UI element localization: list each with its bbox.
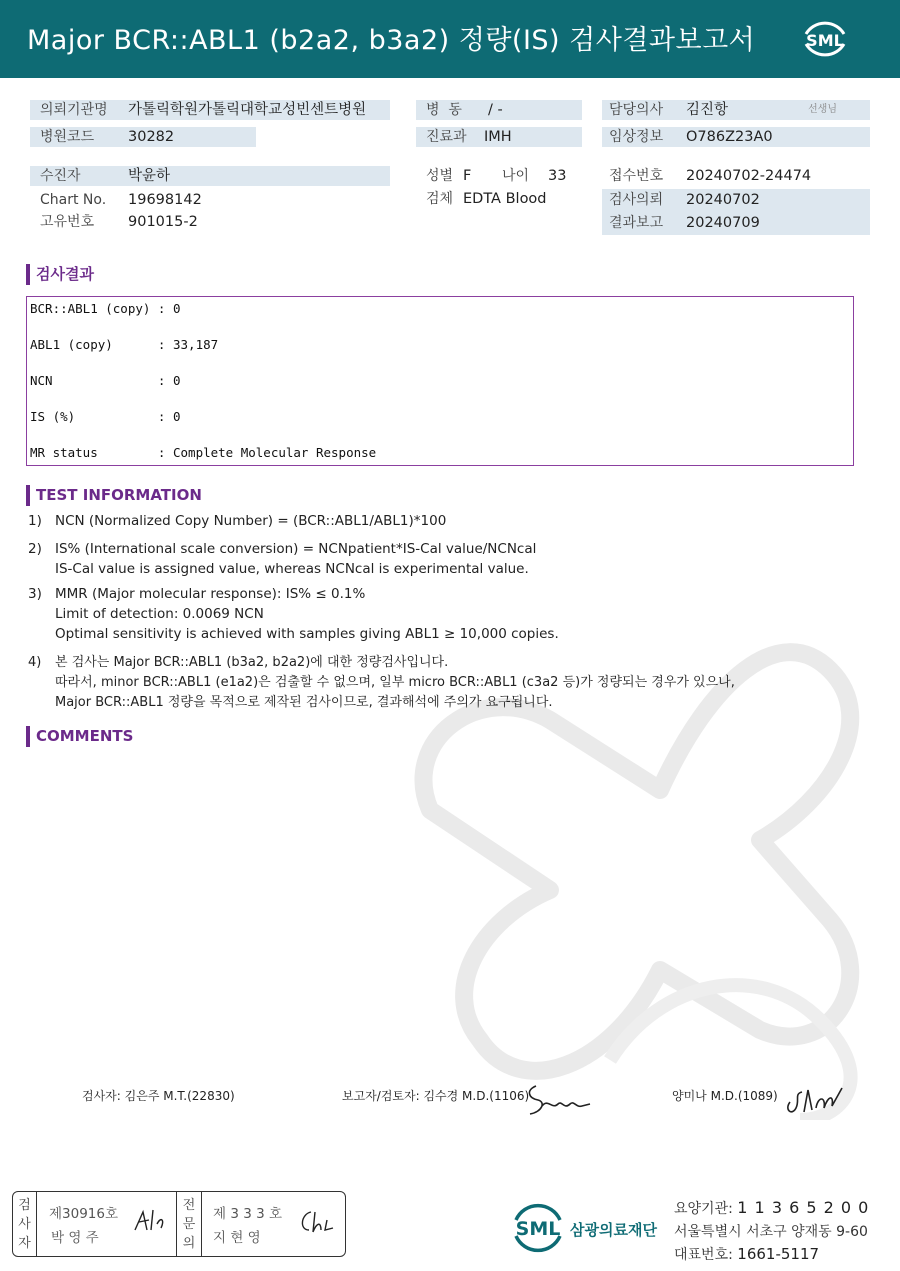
- item-number: 2): [28, 541, 42, 557]
- clinical-row: [602, 127, 870, 147]
- footer-phone-label: 대표번호:: [674, 1247, 733, 1263]
- reporter-signature-mark: [522, 1080, 594, 1120]
- reporter-signature-label: 보고자/검토자: 김수경 M.D.(1106): [342, 1089, 530, 1103]
- hospital-code-row: [30, 127, 256, 147]
- result-line-ncn: NCN : 0: [30, 373, 181, 388]
- stamp-left-label: 검사자: [13, 1192, 37, 1256]
- request-label: 검사의뢰: [609, 192, 664, 208]
- request-value: 20240702: [686, 192, 760, 208]
- report-title: Major BCR::ABL1 (b2a2, b3a2) 정량(IS) 검사결과보고서: [27, 25, 756, 56]
- footer-address: 서울특별시 서초구 양재동 9-60: [674, 1224, 868, 1240]
- institution-row: [30, 100, 390, 120]
- department-label: 진료과: [426, 129, 467, 145]
- item-line: 따라서, minor BCR::ABL1 (e1a2)은 검출할 수 없으며, 일부 micro BCR::ABL1 (c3a2 등)가 정량되는 경우가 있으나,: [55, 675, 735, 690]
- report-row: [602, 212, 870, 235]
- item-number: 1): [28, 513, 42, 529]
- receipt-label: 접수번호: [609, 168, 664, 184]
- footer-code-row: [674, 1198, 869, 1218]
- sex-value: F: [463, 168, 472, 184]
- stamp-right-no: 제 3 3 3 호: [213, 1206, 283, 1222]
- age-value: 33: [548, 168, 567, 184]
- report-label: 결과보고: [609, 215, 664, 231]
- footer-phone-row: [674, 1244, 819, 1264]
- id-row: [30, 212, 390, 232]
- request-row: [602, 189, 870, 212]
- hospital-code-value: 30282: [128, 129, 175, 145]
- sex-age-row: [416, 166, 586, 186]
- ward-label: 병 동: [426, 102, 462, 118]
- chart-row: [30, 190, 390, 210]
- tester-signature-label: 검사자: 김은주 M.T.(22830): [82, 1089, 235, 1103]
- hospital-code-label: 병원코드: [40, 129, 95, 145]
- item-line: Major BCR::ABL1 정량을 목적으로 제작된 검사이므로, 결과해석에 주의가 요구됩니다.: [55, 695, 553, 710]
- institution-label: 의뢰기관명: [40, 102, 108, 118]
- age-label: 나이: [502, 168, 530, 184]
- item-line: NCN (Normalized Copy Number) = (BCR::ABL1/ABL1)*100: [55, 513, 447, 529]
- ward-value: / -: [488, 102, 503, 118]
- id-value: 901015-2: [128, 214, 198, 230]
- item-line: IS% (International scale conversion) = NCNpatient*IS-Cal value/NCNcal: [55, 541, 537, 557]
- results-section-title: 검사결과: [26, 264, 94, 285]
- department-row: [416, 127, 582, 147]
- report-header: [0, 0, 900, 78]
- stamp-right-signature-mark: [297, 1208, 337, 1236]
- result-line-is: IS (%) : 0: [30, 409, 181, 424]
- institution-value: 가톨릭학원가톨릭대학교성빈센트병원: [128, 102, 367, 118]
- license-stamp: [12, 1191, 346, 1257]
- chart-value: 19698142: [128, 192, 202, 208]
- stamp-right-label: 전문의: [176, 1192, 202, 1256]
- clinical-value: O786Z23A0: [686, 129, 773, 145]
- item-number: 3): [28, 586, 42, 602]
- patient-label: 수진자: [40, 168, 81, 184]
- id-label: 고유번호: [40, 214, 95, 230]
- sex-label: 성별: [426, 168, 454, 184]
- svg-text:SML: SML: [806, 31, 844, 50]
- specimen-label: 검체: [426, 191, 454, 207]
- report-value: 20240709: [686, 215, 760, 231]
- footer-code-label: 요양기관:: [674, 1201, 733, 1217]
- doctor-value: 김진항: [686, 102, 729, 118]
- item-line: MMR (Major molecular response): IS% ≤ 0.1%: [55, 586, 366, 602]
- footer-brand-name: 삼광의료재단: [570, 1221, 657, 1239]
- ward-row: [416, 100, 582, 120]
- third-signature-mark: [782, 1082, 848, 1122]
- footer-phone-value: 1661-5117: [737, 1245, 820, 1263]
- sml-logo-icon: [798, 14, 852, 64]
- watermark-cross-icon: [360, 560, 900, 1120]
- clinical-label: 임상정보: [609, 129, 664, 145]
- doctor-suffix: 선생님: [808, 104, 837, 115]
- comments-section-title: COMMENTS: [26, 726, 133, 747]
- stamp-left-no: 제30916호: [49, 1206, 119, 1222]
- item-line: Optimal sensitivity is achieved with samples giving ABL1 ≥ 10,000 copies.: [55, 626, 559, 642]
- footer-code-value: 1 1 3 6 5 2 0 0: [737, 1198, 870, 1217]
- result-line-bcr-abl1: BCR::ABL1 (copy) : 0: [30, 301, 181, 316]
- doctor-label: 담당의사: [609, 102, 664, 118]
- result-line-mr-status: MR status : Complete Molecular Response: [30, 445, 377, 460]
- results-box: [26, 296, 854, 466]
- svg-text:SML: SML: [515, 1218, 561, 1240]
- chart-label: Chart No.: [40, 192, 107, 208]
- patient-value: 박윤하: [128, 168, 171, 184]
- specimen-value: EDTA Blood: [463, 191, 547, 207]
- stamp-left-name: 박 영 주: [51, 1230, 99, 1246]
- item-line: 본 검사는 Major BCR::ABL1 (b3a2, b2a2)에 대한 정량검사입니다.: [55, 655, 449, 670]
- receipt-row: [602, 166, 870, 186]
- third-signature-label: 양미나 M.D.(1089): [672, 1089, 778, 1103]
- result-line-abl1: ABL1 (copy) : 33,187: [30, 337, 219, 352]
- footer-sml-logo-icon: [508, 1200, 568, 1256]
- doctor-row: [602, 100, 870, 120]
- stamp-left-signature-mark: [131, 1206, 169, 1236]
- item-line: IS-Cal value is assigned value, whereas NCNcal is experimental value.: [55, 561, 529, 577]
- receipt-value: 20240702-24474: [686, 168, 812, 184]
- item-number: 4): [28, 655, 42, 670]
- test-info-section-title: TEST INFORMATION: [26, 485, 202, 506]
- department-value: IMH: [484, 129, 512, 145]
- patient-row: [30, 166, 390, 186]
- specimen-row: [416, 189, 586, 209]
- stamp-right-name: 지 현 영: [213, 1230, 261, 1246]
- item-line: Limit of detection: 0.0069 NCN: [55, 606, 264, 622]
